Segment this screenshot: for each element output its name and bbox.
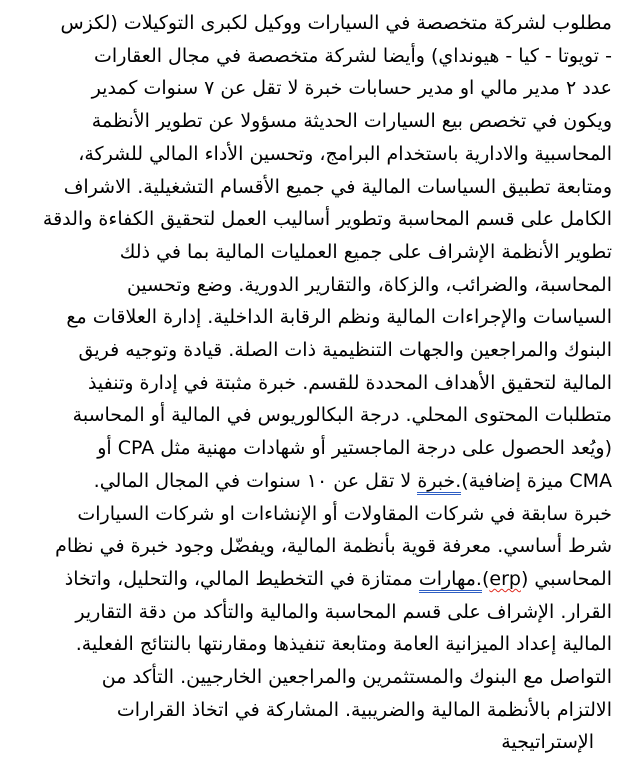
- grammar-flagged-text-underline: .مهارات: [419, 568, 482, 593]
- text-segment: السياسات والإجراءات المالية ونظم الرقابة الداخلية. إدارة العلاقات مع: [66, 306, 612, 329]
- text-line: [12, 726, 612, 759]
- text-segment: ومتابعة تطبيق السياسات المالية في جميع الأقسام التشغيلية. الاشراف: [63, 175, 612, 198]
- text-segment: CMA ميزة إضافية): [461, 469, 612, 492]
- text-line: [12, 40, 612, 73]
- text-line: [12, 694, 612, 727]
- text-segment: القرار. الإشراف على قسم المحاسبة والمالية والتأكد من دقة التقارير: [75, 600, 612, 623]
- text-segment: المالية لتحقيق الأهداف المحددة للقسم. خبرة مثبتة في إدارة وتنفيذ: [87, 371, 612, 394]
- text-line: [12, 138, 612, 171]
- grammar-flagged-text-underline: .خبرة: [417, 470, 461, 495]
- text-line: [12, 628, 612, 661]
- text-line: [12, 596, 612, 629]
- text-segment: خبرة سابقة في شركات المقاولات أو الإنشاءات او شركات السيارات: [77, 502, 612, 525]
- text-line: [12, 367, 612, 400]
- text-line: [12, 399, 612, 432]
- text-line: [12, 203, 612, 236]
- text-segment: لا تقل عن ١٠ سنوات في المجال المالي.: [93, 469, 418, 492]
- text-line: [12, 661, 612, 694]
- text-segment: عدد ٢ مدير مالي او مدير حسابات خبرة لا تقل عن ٧ سنوات كمدير: [91, 77, 612, 100]
- text-line: [12, 498, 612, 531]
- text-segment: متطلبات المحتوى المحلي. درجة البكالوريوس في المالية أو المحاسبة: [72, 404, 612, 427]
- text-segment: المالية إعداد الميزانية العامة ومتابعة تنفيذها ومقارنتها بالنتائج الفعلية.: [75, 633, 612, 656]
- text-line: [12, 105, 612, 138]
- text-segment: ): [481, 567, 490, 590]
- text-segment: تطوير الأنظمة الإشراف على جميع العمليات المالية بما في ذلك: [119, 240, 612, 263]
- text-line: [12, 236, 612, 269]
- text-segment: الإستراتيجية: [501, 731, 594, 754]
- job-posting-text: [12, 7, 612, 759]
- text-segment: (ويُعد الحصول على درجة الماجستير أو شهادات مهنية مثل CPA أو: [97, 437, 612, 460]
- text-segment: مطلوب لشركة متخصصة في السيارات ووكيل لكبرى التوكيلات (لكزس: [60, 12, 612, 34]
- text-line: [12, 530, 612, 563]
- text-line: [12, 432, 612, 465]
- text-segment: ممتازة في التخطيط المالي، والتحليل، واتخاذ: [64, 567, 419, 590]
- text-line: [12, 334, 612, 367]
- text-line: [12, 171, 612, 204]
- text-segment: المحاسبية والادارية باستخدام البرامج، وتحسين الأداء المالي للشركة،: [78, 142, 612, 165]
- text-segment: المحاسبة، والضرائب، والزكاة، والتقارير الدورية. وضع وتحسين: [126, 273, 612, 296]
- text-line: [12, 7, 612, 40]
- text-line: [12, 72, 612, 105]
- text-segment: الالتزام بالأنظمة المالية والضريبية. المشاركة في اتخاذ القرارات: [116, 698, 612, 721]
- text-line: [12, 563, 612, 596]
- text-segment: - تويوتا - كيا - هيونداي) وأيضا لشركة متخصصة في مجال العقارات: [94, 44, 612, 67]
- text-line: [12, 465, 612, 498]
- text-segment: التواصل مع البنوك والمستثمرين والمراجعين الخارجيين. التأكد من: [101, 666, 612, 689]
- text-line: [12, 269, 612, 302]
- text-segment: ويكون في تخصص بيع السيارات الحديثة مسؤولا عن تطوير الأنظمة: [91, 110, 612, 133]
- misspelled-word-underline: erp: [489, 567, 521, 590]
- text-segment: شرط أساسي. معرفة قوية بأنظمة المالية، ويفضّل وجود خبرة في نظام: [55, 535, 612, 558]
- text-line: [12, 301, 612, 334]
- text-segment: المحاسبي (: [520, 567, 612, 590]
- text-segment: الكامل على قسم المحاسبة وتطوير أساليب العمل لتحقيق الكفاءة والدقة: [42, 208, 612, 231]
- text-segment: البنوك والمراجعين والجهات التنظيمية ذات الصلة. قيادة وتوجيه فريق: [78, 339, 612, 362]
